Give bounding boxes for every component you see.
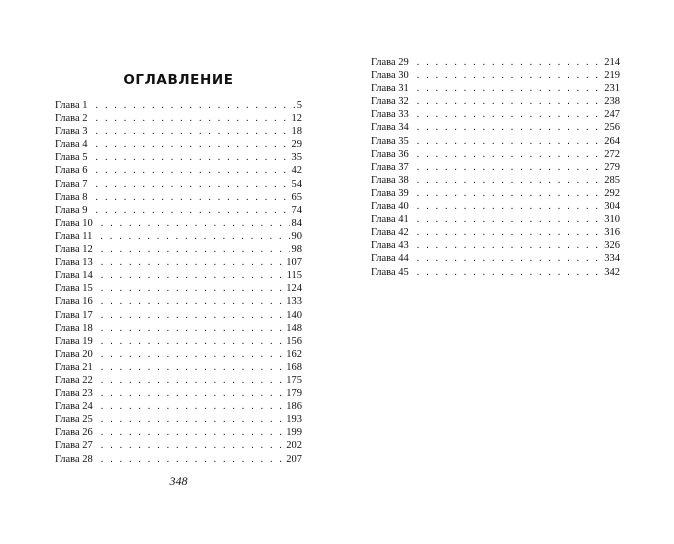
chapter-page-number: 133 xyxy=(286,296,302,308)
dot-leader xyxy=(96,99,295,112)
chapter-label: Глава 34 xyxy=(371,122,409,134)
toc-entry xyxy=(55,164,302,177)
toc-entry xyxy=(371,82,620,95)
dot-leader xyxy=(96,178,290,191)
chapter-label: Глава 41 xyxy=(371,214,409,226)
chapter-label: Глава 20 xyxy=(55,348,93,360)
chapter-label: Глава 4 xyxy=(55,139,88,151)
chapter-label: Глава 29 xyxy=(371,57,409,68)
chapter-page-number: 98 xyxy=(291,244,302,256)
chapter-page-number: 247 xyxy=(604,109,620,121)
chapter-page-number: 162 xyxy=(286,348,302,360)
chapter-label: Глава 12 xyxy=(55,244,93,256)
chapter-page-number: 90 xyxy=(291,230,302,242)
chapter-label: Глава 24 xyxy=(55,401,93,413)
dot-leader xyxy=(101,426,284,439)
chapter-label: Глава 37 xyxy=(371,161,409,173)
chapter-label: Глава 40 xyxy=(371,201,409,213)
page-number: 348 xyxy=(169,474,188,488)
chapter-page-number: 207 xyxy=(286,453,302,465)
toc-entry xyxy=(55,112,302,125)
toc-entry xyxy=(55,204,302,217)
chapter-label: Глава 7 xyxy=(55,178,88,190)
dot-leader xyxy=(417,135,602,148)
dot-leader xyxy=(96,151,290,164)
chapter-label: Глава 5 xyxy=(55,152,88,164)
chapter-page-number: 264 xyxy=(604,135,620,147)
chapter-page-number: 334 xyxy=(604,253,620,265)
toc-entry xyxy=(55,335,302,348)
chapter-label: Глава 44 xyxy=(371,253,409,265)
chapter-label: Глава 13 xyxy=(55,257,93,269)
dot-leader xyxy=(417,252,602,265)
chapter-page-number: 148 xyxy=(286,322,302,334)
chapter-label: Глава 18 xyxy=(55,322,93,334)
toc-entry xyxy=(55,243,302,256)
toc-entry xyxy=(371,121,620,134)
toc-entry xyxy=(371,69,620,82)
chapter-page-number: 199 xyxy=(286,427,302,439)
chapter-page-number: 29 xyxy=(291,139,302,151)
dot-leader xyxy=(101,439,284,452)
toc-entry xyxy=(371,135,620,148)
toc-entry xyxy=(55,99,302,112)
chapter-label: Глава 38 xyxy=(371,174,409,186)
chapter-page-number: 304 xyxy=(604,201,620,213)
chapter-page-number: 214 xyxy=(604,57,620,68)
chapter-label: Глава 21 xyxy=(55,361,93,373)
dot-leader xyxy=(101,322,284,335)
dot-leader xyxy=(101,256,284,269)
dot-leader xyxy=(96,138,290,151)
toc-entry xyxy=(55,256,302,269)
dot-leader xyxy=(417,226,602,239)
toc-entry xyxy=(371,108,620,121)
right-page xyxy=(337,0,674,544)
chapter-label: Глава 22 xyxy=(55,374,93,386)
chapter-label: Глава 26 xyxy=(55,427,93,439)
chapter-page-number: 107 xyxy=(286,257,302,269)
dot-leader xyxy=(96,191,290,204)
toc-list-left xyxy=(55,99,302,466)
dot-leader xyxy=(101,243,290,256)
chapter-label: Глава 36 xyxy=(371,148,409,160)
chapter-page-number: 65 xyxy=(291,191,302,203)
dot-leader xyxy=(96,125,290,138)
dot-leader xyxy=(417,174,602,187)
chapter-label: Глава 45 xyxy=(371,266,409,278)
chapter-label: Глава 17 xyxy=(55,309,93,321)
toc-title: ОГЛАВЛЕНИЕ xyxy=(123,72,234,88)
toc-entry xyxy=(55,295,302,308)
toc-entry xyxy=(55,374,302,387)
chapter-page-number: 140 xyxy=(286,309,302,321)
chapter-page-number: 35 xyxy=(291,152,302,164)
toc-entry xyxy=(55,426,302,439)
chapter-label: Глава 9 xyxy=(55,204,88,216)
chapter-label: Глава 2 xyxy=(55,113,88,125)
toc-entry xyxy=(371,56,620,69)
toc-entry xyxy=(55,348,302,361)
chapter-label: Глава 6 xyxy=(55,165,88,177)
chapter-page-number: 231 xyxy=(604,83,620,95)
chapter-page-number: 18 xyxy=(291,126,302,138)
toc-entry xyxy=(371,161,620,174)
chapter-label: Глава 28 xyxy=(55,453,93,465)
chapter-page-number: 272 xyxy=(604,148,620,160)
dot-leader xyxy=(417,266,602,279)
toc-entry xyxy=(55,151,302,164)
toc-entry xyxy=(55,178,302,191)
toc-entry xyxy=(371,187,620,200)
dot-leader xyxy=(101,282,284,295)
chapter-page-number: 256 xyxy=(604,122,620,134)
chapter-label: Глава 1 xyxy=(55,100,88,111)
chapter-label: Глава 15 xyxy=(55,283,93,295)
chapter-page-number: 115 xyxy=(286,270,302,282)
dot-leader xyxy=(417,161,602,174)
chapter-label: Глава 30 xyxy=(371,70,409,82)
dot-leader xyxy=(417,239,602,252)
toc-entry xyxy=(371,148,620,161)
chapter-page-number: 84 xyxy=(291,217,302,229)
chapter-label: Глава 16 xyxy=(55,296,93,308)
dot-leader xyxy=(96,204,290,217)
dot-leader xyxy=(101,413,284,426)
toc-entry xyxy=(371,213,620,226)
chapter-label: Глава 27 xyxy=(55,440,93,452)
chapter-label: Глава 25 xyxy=(55,414,93,426)
toc-entry xyxy=(55,282,302,295)
chapter-label: Глава 3 xyxy=(55,126,88,138)
toc-entry xyxy=(371,239,620,252)
toc-entry xyxy=(55,453,302,466)
dot-leader xyxy=(101,295,284,308)
chapter-page-number: 342 xyxy=(604,266,620,278)
dot-leader xyxy=(101,361,284,374)
dot-leader xyxy=(101,217,290,230)
chapter-page-number: 156 xyxy=(286,335,302,347)
toc-entry xyxy=(55,191,302,204)
chapter-page-number: 316 xyxy=(604,227,620,239)
toc-entry xyxy=(371,266,620,279)
chapter-page-number: 54 xyxy=(291,178,302,190)
toc-entry xyxy=(55,217,302,230)
chapter-label: Глава 31 xyxy=(371,83,409,95)
toc-entry xyxy=(55,387,302,400)
dot-leader xyxy=(417,108,602,121)
dot-leader xyxy=(100,230,289,243)
chapter-label: Глава 10 xyxy=(55,217,93,229)
dot-leader xyxy=(101,400,284,413)
chapter-label: Глава 42 xyxy=(371,227,409,239)
chapter-page-number: 219 xyxy=(604,70,620,82)
chapter-label: Глава 19 xyxy=(55,335,93,347)
dot-leader xyxy=(96,112,290,125)
chapter-label: Глава 8 xyxy=(55,191,88,203)
toc-entry xyxy=(371,95,620,108)
chapter-page-number: 326 xyxy=(604,240,620,252)
dot-leader xyxy=(101,374,284,387)
dot-leader xyxy=(417,200,602,213)
dot-leader xyxy=(101,309,284,322)
toc-entry xyxy=(55,439,302,452)
chapter-page-number: 42 xyxy=(291,165,302,177)
chapter-page-number: 74 xyxy=(291,204,302,216)
dot-leader xyxy=(417,69,602,82)
chapter-label: Глава 35 xyxy=(371,135,409,147)
dot-leader xyxy=(96,164,290,177)
toc-entry xyxy=(371,252,620,265)
toc-entry xyxy=(55,125,302,138)
chapter-page-number: 285 xyxy=(604,174,620,186)
chapter-page-number: 12 xyxy=(291,113,302,125)
chapter-page-number: 310 xyxy=(604,214,620,226)
chapter-page-number: 175 xyxy=(286,374,302,386)
toc-entry xyxy=(371,174,620,187)
chapter-page-number: 186 xyxy=(286,401,302,413)
dot-leader xyxy=(101,348,284,361)
chapter-page-number: 179 xyxy=(286,388,302,400)
chapter-label: Глава 32 xyxy=(371,96,409,108)
chapter-label: Глава 23 xyxy=(55,388,93,400)
toc-entry xyxy=(55,269,302,282)
dot-leader xyxy=(417,187,602,200)
dot-leader xyxy=(101,269,285,282)
chapter-label: Глава 33 xyxy=(371,109,409,121)
chapter-page-number: 202 xyxy=(286,440,302,452)
dot-leader xyxy=(417,121,602,134)
dot-leader xyxy=(417,213,602,226)
chapter-page-number: 279 xyxy=(604,161,620,173)
dot-leader xyxy=(417,148,602,161)
toc-entry xyxy=(55,413,302,426)
dot-leader xyxy=(417,56,602,69)
chapter-label: Глава 43 xyxy=(371,240,409,252)
chapter-label: Глава 39 xyxy=(371,187,409,199)
dot-leader xyxy=(101,335,284,348)
chapter-page-number: 292 xyxy=(604,187,620,199)
chapter-page-number: 168 xyxy=(286,361,302,373)
chapter-page-number: 193 xyxy=(286,414,302,426)
toc-entry xyxy=(55,309,302,322)
chapter-page-number: 238 xyxy=(604,96,620,108)
chapter-page-number: 5 xyxy=(296,100,302,111)
dot-leader xyxy=(101,387,284,400)
dot-leader xyxy=(417,82,602,95)
toc-entry xyxy=(55,138,302,151)
chapter-page-number: 124 xyxy=(286,283,302,295)
toc-entry xyxy=(371,200,620,213)
toc-entry xyxy=(55,361,302,374)
dot-leader xyxy=(101,453,284,466)
toc-list-right xyxy=(371,56,620,279)
chapter-label: Глава 11 xyxy=(55,230,93,242)
dot-leader xyxy=(417,95,602,108)
toc-entry xyxy=(55,230,302,243)
chapter-label: Глава 14 xyxy=(55,270,93,282)
toc-entry xyxy=(55,322,302,335)
toc-entry xyxy=(55,400,302,413)
toc-entry xyxy=(371,226,620,239)
